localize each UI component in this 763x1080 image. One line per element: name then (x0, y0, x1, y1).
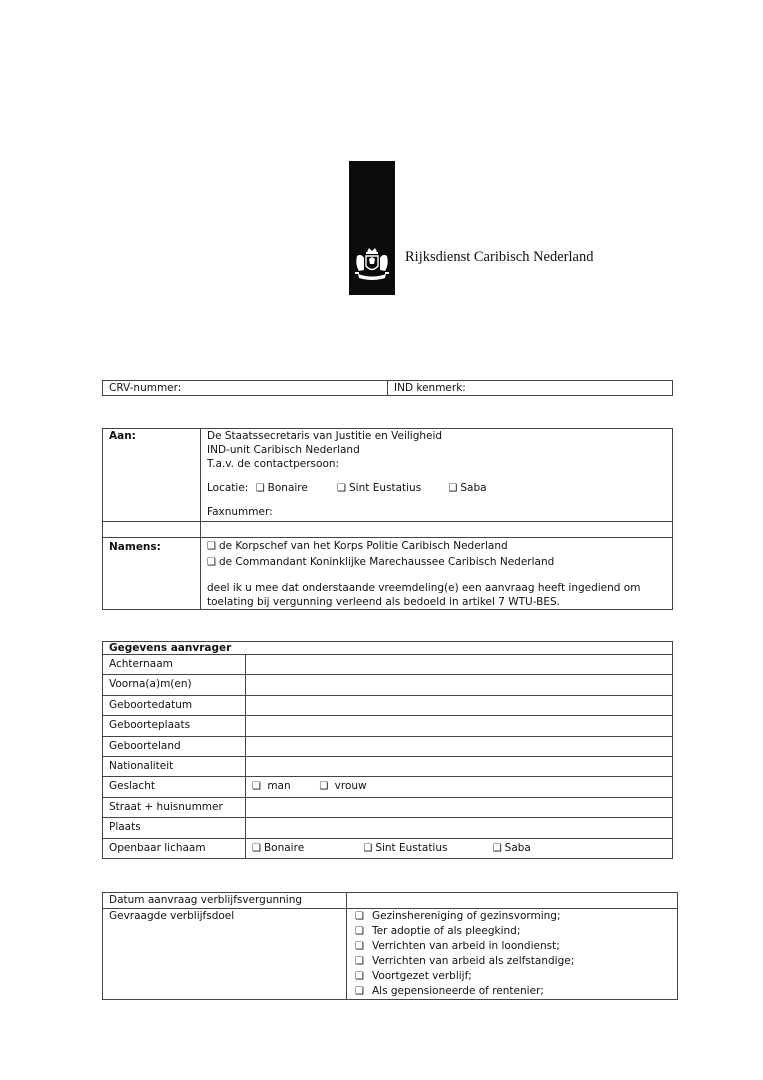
location-label: Locatie: (207, 482, 249, 494)
addressee-line: IND-unit Caribisch Nederland (207, 444, 360, 456)
purpose-label: Gevraagde verblijfsdoel (103, 909, 347, 1000)
achternaam-input[interactable] (246, 655, 673, 675)
purpose-options (347, 909, 678, 1000)
checkbox-icon[interactable]: ❑ (252, 842, 261, 854)
purpose-option[interactable]: ❑ Verrichten van arbeid als zelfstandige; (355, 955, 575, 967)
addressee-block (201, 429, 673, 522)
namens-block (201, 538, 673, 610)
city-input[interactable] (246, 818, 673, 838)
request-date-label: Datum aanvraag verblijfsvergunning (103, 893, 347, 909)
public-body-option-saba[interactable]: ❑ Saba (492, 841, 531, 854)
field-label: Achternaam (103, 655, 246, 675)
checkbox-icon[interactable]: ❑ (363, 842, 373, 854)
checkbox-icon[interactable]: ❑ (207, 557, 216, 568)
purpose-option[interactable]: ❑ Verrichten van arbeid in loondienst; (355, 940, 560, 952)
geboorteplaats-input[interactable] (246, 716, 673, 736)
nationaliteit-input[interactable] (246, 756, 673, 776)
location-option-sint-eustatius[interactable]: ❑ Sint Eustatius (337, 482, 422, 494)
gender-label: Geslacht (103, 777, 246, 797)
addressee-line: T.a.v. de contactpersoon: (207, 458, 340, 470)
field-label: Geboortedatum (103, 695, 246, 715)
crv-number-field[interactable] (103, 381, 388, 396)
purpose-option[interactable]: ❑ Voortgezet verblijf; (355, 970, 472, 982)
coat-of-arms-icon (352, 246, 392, 286)
public-body-options (246, 838, 673, 858)
checkbox-icon[interactable]: ❑ (355, 956, 364, 967)
voornamen-input[interactable] (246, 675, 673, 695)
crv-number-label: CRV-nummer: (109, 382, 182, 394)
city-label: Plaats (103, 818, 246, 838)
checkbox-icon[interactable]: ❑ (337, 483, 346, 494)
location-row (207, 481, 666, 495)
applicant-section-title: Gegevens aanvrager (103, 642, 673, 655)
organization-name: Rijksdienst Caribisch Nederland (405, 249, 594, 265)
empty-cell (103, 522, 201, 538)
namens-label: Namens: (103, 538, 201, 610)
geboorteland-input[interactable] (246, 736, 673, 756)
ind-reference-field[interactable] (388, 381, 673, 396)
location-option-bonaire[interactable]: ❑ Bonaire (255, 482, 308, 494)
addressee-table (102, 428, 673, 610)
public-body-option-bonaire[interactable]: ❑ Bonaire (252, 841, 305, 854)
namens-option[interactable]: ❑ de Korpschef van het Korps Politie Caribisch Nederland (207, 540, 508, 552)
applicant-table (102, 641, 673, 859)
checkbox-icon[interactable]: ❑ (255, 483, 265, 494)
checkbox-icon[interactable]: ❑ (492, 842, 502, 854)
field-label: Geboorteland (103, 736, 246, 756)
field-label: Voorna(a)m(en) (103, 675, 246, 695)
empty-cell (201, 522, 673, 538)
reference-table (102, 380, 673, 396)
purpose-option[interactable]: ❑ Ter adoptie of als pleegkind; (355, 925, 521, 937)
street-input[interactable] (246, 797, 673, 817)
purpose-option[interactable]: ❑ Als gepensioneerde of rentenier; (355, 985, 544, 997)
request-date-input[interactable] (347, 893, 678, 909)
checkbox-icon[interactable]: ❑ (355, 911, 364, 922)
statement-line: deel ik u mee dat onderstaande vreemdeling(e) een aanvraag heeft ingediend om (207, 582, 641, 594)
checkbox-icon[interactable]: ❑ (355, 926, 364, 937)
gender-option-man[interactable]: ❑ man (252, 780, 291, 793)
public-body-label: Openbaar lichaam (103, 838, 246, 858)
public-body-option-sint-eustatius[interactable]: ❑ Sint Eustatius (363, 841, 448, 854)
checkbox-icon[interactable]: ❑ (207, 541, 216, 552)
fax-number-label[interactable]: Faxnummer: (207, 506, 273, 518)
gender-option-vrouw[interactable]: ❑ vrouw (319, 780, 367, 793)
addressee-line: De Staatssecretaris van Justitie en Veiligheid (207, 430, 443, 442)
checkbox-icon[interactable]: ❑ (448, 483, 458, 494)
checkbox-icon[interactable]: ❑ (355, 941, 364, 952)
field-label: Nationaliteit (103, 756, 246, 776)
statement-line: toelating bij vergunning verleend als bedoeld in artikel 7 WTU-BES. (207, 596, 561, 608)
field-label: Geboorteplaats (103, 716, 246, 736)
logo-bar (349, 161, 395, 295)
request-table (102, 892, 678, 1000)
purpose-option[interactable]: ❑ Gezinshereniging of gezinsvorming; (355, 910, 561, 922)
location-option-saba[interactable]: ❑ Saba (448, 482, 487, 494)
geboortedatum-input[interactable] (246, 695, 673, 715)
checkbox-icon[interactable]: ❑ (355, 971, 364, 982)
checkbox-icon[interactable]: ❑ (355, 986, 364, 997)
street-label: Straat + huisnummer (103, 797, 246, 817)
gender-options (246, 777, 673, 797)
aan-label: Aan: (103, 429, 201, 522)
checkbox-icon[interactable]: ❑ (319, 781, 329, 793)
namens-option[interactable]: ❑ de Commandant Koninklijke Marechaussee Caribisch Nederland (207, 556, 555, 568)
checkbox-icon[interactable]: ❑ (252, 781, 261, 793)
ind-reference-label: IND kenmerk: (394, 382, 466, 394)
